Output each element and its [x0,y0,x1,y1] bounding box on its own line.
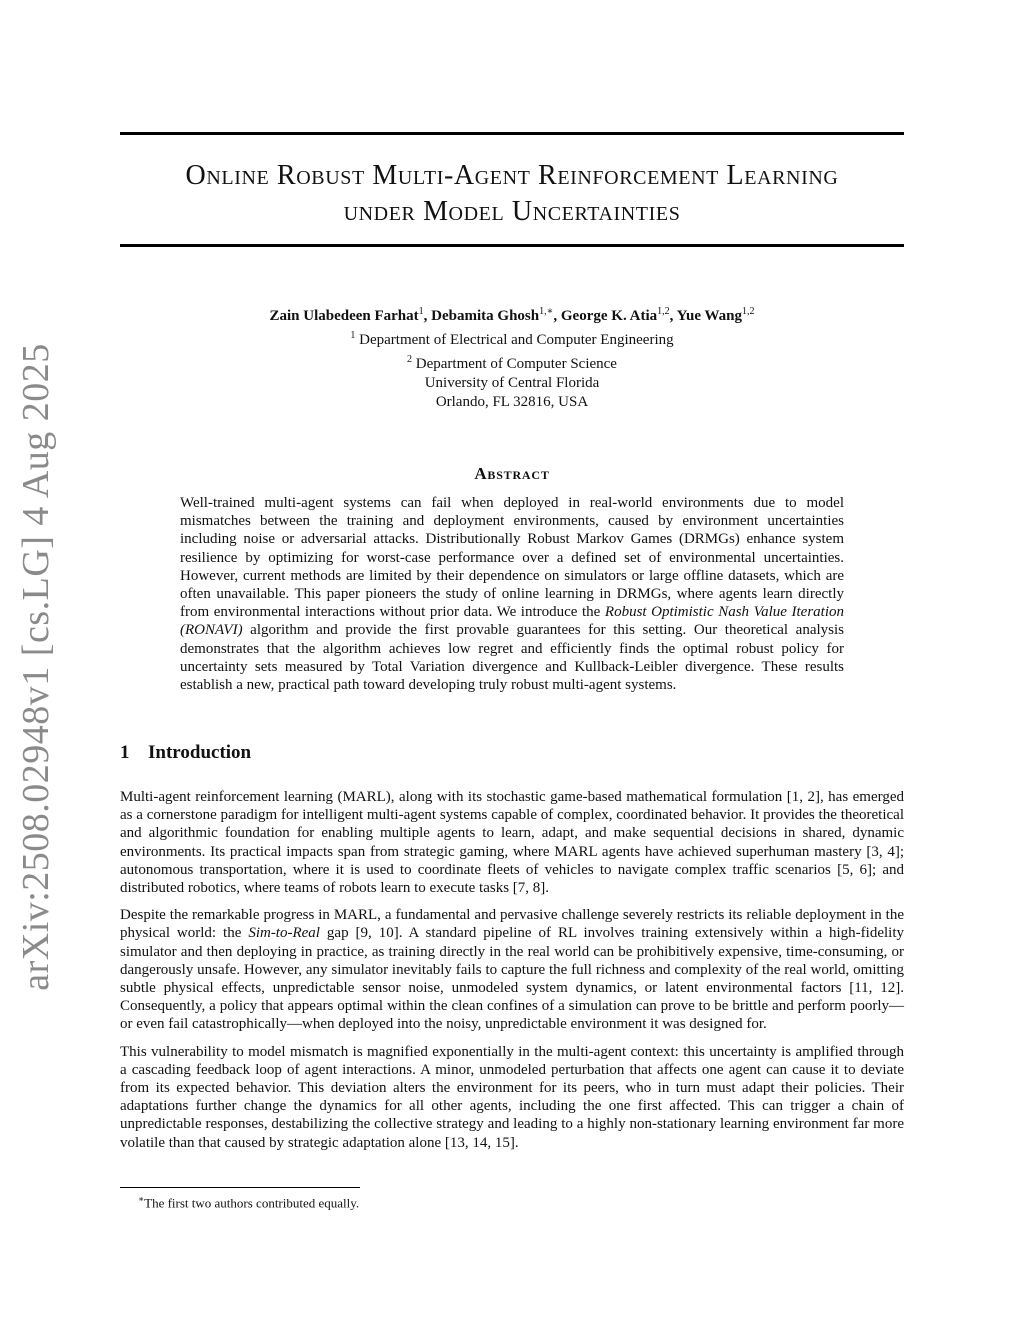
author-names: Zain Ulabedeen Farhat$^1$, Debamita Ghosh$^{1,∗}$, George K. Atia$^{1,2}$, Yue Wang$^{1,2}$ [269,306,755,324]
affiliation-1-mark: 1 [350,330,356,341]
author-4: Yue Wang [676,308,743,324]
author-1: Zain Ulabedeen Farhat [269,308,419,324]
abstract-text-a: Well-trained multi-agent systems can fail when deployed in real-world environments due to model mismatches between the training and deployment environments, caused by environment uncertainties including noise or adversarial attacks. Distributionally Robust Markov Games (DRMGs) enhance system resilience by optimizing for worst-case performance over a defined set of environmental uncertainties. However, current methods are limited by their dependence on simulators or large offline datasets, which are often unavailable. This paper pioneers the study of online learning in DRMGs, where agents learn directly from environmental interactions without prior data. We introduce the [180,495,844,621]
affiliation-2-text: Department of Computer Science [415,356,617,372]
paragraph-3: This vulnerability to model mismatch is magnified exponentially in the multi-agent context: this uncertainty is amplified through a cascading feedback loop of agent interactions. A minor, unmodeled perturbation that affects one agent can cause it to deviate from its expected behavior. This deviation alters the environment for its peers, who in turn must adapt their policies. Their adaptations further change the dynamics for all other agents, including the one first affected. This can trigger a chain of unpredictable responses, destabilizing the collective strategy and leading to a highly non-stationary learning environment far more volatile than that caused by strategic adaptation alone [13, 14, 15]. [120,1043,904,1151]
author-block [120,302,904,412]
footnote-mark: ∗ [138,1194,145,1204]
abstract-heading: Abstract [474,464,550,483]
paragraph-1: Multi-agent reinforcement learning (MARL), along with its stochastic game-based mathematical formulation [1, 2], has emerged as a cornerstone paradigm for intelligent multi-agent systems capable of complex, coordinated behavior. It provides the theoretical and algorithmic foundation for enabling multiple agents to learn, adapt, and make sequential decisions in shared, dynamic environments. Its practical impacts span from strategic gaming, where MARL agents have achieved superhuman mastery [3, 4]; autonomous transportation, where it is used to coordinate fleets of vehicles to navigate complex traffic scenarios [5, 6]; and distributed robotics, where teams of robots learn to execute tasks [7, 8]. [120,789,904,897]
author-3: George K. Atia [560,308,658,324]
footnote-text: The first two authors contributed equally. [144,1195,360,1211]
title-top-rule [120,132,904,135]
introduction-body [120,788,904,1161]
paragraph-2-part-a: Despite the remarkable progress in MARL, a fundamental and pervasive challenge severely restricts its reliable deployment in the physical world: the [120,907,904,942]
abstract-body [180,494,844,694]
author-2-affil: 1,∗ [539,306,554,317]
author-3-affil: 1,2 [657,306,670,317]
affiliation-1 [120,326,904,350]
university: University of Central Florida [424,375,600,391]
title-bottom-rule [120,244,904,247]
title-line-1: Online Robust Multi-Agent Reinforcement Learning [185,160,839,191]
footnote [138,1191,898,1211]
author-1-affil: 1 [418,306,424,317]
abstract-text-b: algorithm and provide the first provable guarantees for this setting. Our theoretical analysis demonstrates that the algorithm achieves low regret and efficiently finds the optimal robust policy for uncertainty sets measured by Total Variation divergence and Kullback-Leibler divergence. These results establish a new, practical path toward developing truly robust multi-agent systems. [180,622,844,694]
section-heading-introduction [120,742,904,764]
paragraph-2 [120,906,904,1033]
arxiv-id-text: arXiv:2508.02948v1 [cs.LG] 4 Aug 2025 [15,343,58,991]
footnote-rule [120,1187,360,1188]
title-line-2: under Model Uncertainties [343,196,681,227]
author-4-affil: 1,2 [742,306,755,317]
algorithm-name: Robust Optimistic Nash Value Iteration (RONAVI) [180,604,844,639]
section-title: Introduction [148,742,252,763]
arxiv-identifier-stamp [10,343,62,991]
section-number: 1 [120,742,130,763]
author-2: Debamita Ghosh [431,308,540,324]
affiliation-2-mark: 2 [407,354,413,365]
sim-to-real-term: Sim-to-Real [248,925,320,942]
affiliation-2 [120,350,904,374]
city: Orlando, FL 32816, USA [435,394,589,410]
affiliation-1-text: Department of Electrical and Computer Engineering [359,332,674,348]
paragraph-2-part-b: gap [9, 10]. A standard pipeline of RL involves training extensively within a high-fidelity simulator and then deploying in practice, as training directly in the real world can be prohibitively expensive, time-consuming, or dangerously unsafe. However, any simulator inevitably fails to capture the full richness and complexity of the real world, omitting subtle physical effects, unpredictable sensor noise, unmodeled system dynamics, or latent environmental factors [11, 12]. Consequently, a policy that appears optimal within the clean confines of a simulation can prove to be brittle and perform poorly—or even fail catastrophically—when deployed into the noisy, unpredictable environment it was designed for. [120,925,904,1033]
paper-title [120,158,904,230]
